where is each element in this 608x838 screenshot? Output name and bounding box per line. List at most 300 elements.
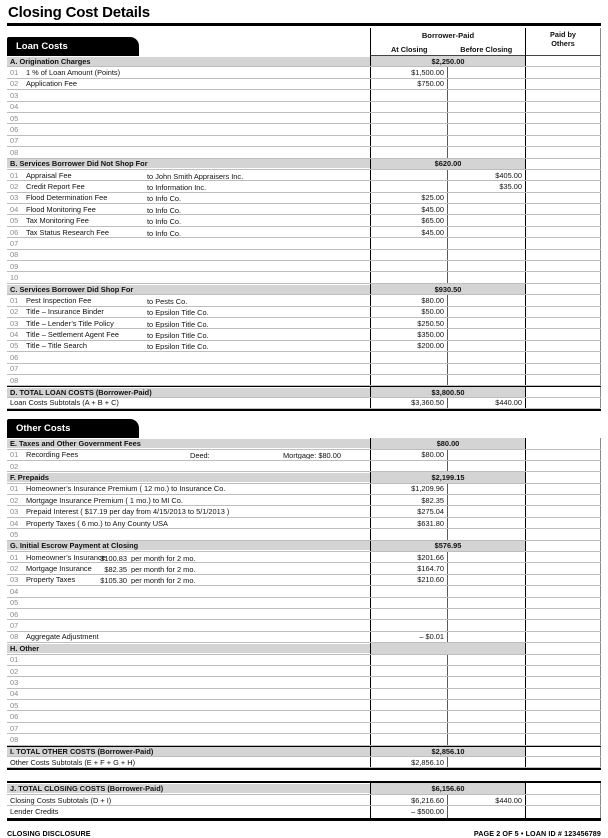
- title-rule: [7, 23, 601, 26]
- row-number: 03: [10, 90, 19, 100]
- row-label-cell: [7, 462, 370, 471]
- at-closing-cell: $210.60: [370, 575, 447, 585]
- before-closing-cell: [447, 295, 525, 305]
- row-payee: to Information Inc.: [147, 182, 207, 191]
- row-number: 03: [10, 507, 19, 517]
- paid-by-others-cell: [525, 472, 601, 482]
- table-row: [7, 124, 601, 135]
- before-closing-cell: [447, 700, 525, 710]
- at-closing-cell: [370, 666, 447, 676]
- row-label-cell: [7, 216, 370, 225]
- section-h: [7, 643, 601, 746]
- row-label: Homeowner’s Insurance Premium ( 12 mo.) to Insurance Co.: [26, 484, 226, 494]
- before-closing-cell: [447, 461, 525, 471]
- row-label: Tax Monitoring Fee: [26, 216, 89, 226]
- at-closing-cell: [370, 250, 447, 260]
- row-label-cell: [7, 632, 370, 641]
- row-label: Flood Determination Fee: [26, 193, 108, 203]
- paid-by-others-cell: [525, 575, 601, 585]
- row-label-cell: [7, 621, 370, 630]
- paid-by-others-cell: [525, 700, 601, 710]
- table-row: [7, 341, 601, 352]
- paid-by-others-cell: [525, 204, 601, 214]
- before-closing-cell: [447, 136, 525, 146]
- table-row: [7, 364, 601, 375]
- paid-by-others-cell: [525, 506, 601, 516]
- at-closing-cell: $350.00: [370, 329, 447, 339]
- at-closing-cell: [370, 620, 447, 630]
- paid-by-others-cell: [525, 632, 601, 642]
- row-label-cell: [7, 735, 370, 744]
- row-label-cell: [7, 79, 370, 88]
- row-number: 10: [10, 273, 19, 283]
- row-number: 01: [10, 170, 19, 180]
- paid-by-others-cell: [525, 136, 601, 146]
- table-row: [7, 563, 601, 574]
- section-title: C. Services Borrower Did Shop For: [7, 285, 370, 294]
- row-label-cell: [7, 598, 370, 607]
- section-g: [7, 541, 601, 644]
- row-label-cell: [7, 519, 370, 528]
- row-label: Mortgage Insurance Premium ( 1 mo.) to MI Co.: [26, 495, 183, 505]
- row-rate-amount: $100.83: [100, 553, 127, 562]
- at-closing-cell: $6,216.60: [370, 795, 447, 805]
- row-number: 03: [10, 575, 19, 585]
- table-row: [7, 450, 601, 461]
- section-total: $576.95: [370, 541, 525, 551]
- before-closing-cell: [447, 329, 525, 339]
- at-closing-cell: $45.00: [370, 227, 447, 237]
- row-label-cell: [7, 182, 370, 191]
- row-number: 03: [10, 318, 19, 328]
- row-number: 08: [10, 250, 19, 260]
- paid-by-others-cell: [525, 307, 601, 317]
- row-label: Mortgage Insurance: [26, 564, 92, 574]
- row-label: Title – Title Search: [26, 341, 87, 351]
- at-closing-cell: $2,856.10: [370, 757, 447, 767]
- total-label: D. TOTAL LOAN COSTS (Borrower-Paid): [7, 388, 370, 397]
- before-closing-cell: [447, 632, 525, 642]
- row-payee: to Info Co.: [147, 194, 182, 203]
- before-closing-cell: [447, 806, 525, 817]
- table-row: [7, 552, 601, 563]
- paid-by-others-cell: [525, 495, 601, 505]
- paid-by-others-cell: [525, 747, 601, 756]
- table-row: [7, 329, 601, 340]
- at-closing-cell: $1,500.00: [370, 67, 447, 77]
- paid-by-others-cell: [525, 734, 601, 744]
- section-b: [7, 159, 601, 284]
- section-total: $2,199.15: [370, 472, 525, 482]
- paid-by-others-cell: [525, 484, 601, 494]
- row-number: 08: [10, 632, 19, 642]
- row-number: 01: [10, 655, 19, 665]
- row-label-cell: [7, 114, 370, 123]
- at-closing-cell: [370, 375, 447, 385]
- at-closing-cell: [370, 364, 447, 374]
- at-closing-cell: [370, 352, 447, 362]
- row-number: 04: [10, 689, 19, 699]
- before-closing-cell: [447, 495, 525, 505]
- table-row: [7, 506, 601, 517]
- section-a-header: [7, 56, 601, 67]
- table-row: [7, 90, 601, 101]
- section-c: [7, 284, 601, 387]
- before-closing-cell: [447, 147, 525, 157]
- row-label-cell: [7, 655, 370, 664]
- section-h-header: [7, 643, 601, 654]
- row-label-cell: [7, 330, 370, 339]
- row-number: 04: [10, 204, 19, 214]
- row-payee: to Epsilon Title Co.: [147, 319, 209, 328]
- row-number: 05: [10, 113, 19, 123]
- row-number: 01: [10, 68, 19, 78]
- row-label-cell: [7, 125, 370, 134]
- row-number: 04: [10, 330, 19, 340]
- borrower-paid-header: [370, 28, 525, 56]
- table-row: [7, 632, 601, 643]
- row-label: Property Taxes ( 6 mo.) to Any County USA: [26, 518, 168, 528]
- row-label-cell: [7, 553, 370, 562]
- row-number: 02: [10, 307, 19, 317]
- before-closing-label: Before Closing: [460, 45, 513, 54]
- total-label: J. TOTAL CLOSING COSTS (Borrower-Paid): [7, 784, 370, 793]
- paid-by-others-cell: [525, 723, 601, 733]
- row-label-cell: [7, 530, 370, 539]
- section-e: [7, 438, 601, 472]
- section-title: H. Other: [7, 644, 370, 653]
- loan-costs-tab-area: [7, 28, 370, 56]
- paid-by-others-cell: [525, 238, 601, 248]
- paid-by-others-cell: [525, 450, 601, 460]
- section-a: [7, 56, 601, 159]
- row-number: 03: [10, 193, 19, 203]
- lender-credits-row: [7, 806, 601, 817]
- at-closing-label: At Closing: [391, 45, 428, 54]
- paid-by-others-cell: [525, 438, 601, 448]
- before-closing-cell: [447, 598, 525, 608]
- paid-by-others-cell: [525, 295, 601, 305]
- table-row: [7, 215, 601, 226]
- row-number: 04: [10, 102, 19, 112]
- row-label-cell: [7, 296, 370, 305]
- before-closing-cell: [447, 113, 525, 123]
- row-label-cell: [7, 205, 370, 214]
- paid-by-others-cell: [525, 387, 601, 396]
- paid-by-others-cell: [525, 563, 601, 573]
- total-label: I. TOTAL OTHER COSTS (Borrower-Paid): [7, 747, 370, 756]
- row-label-cell: [7, 450, 370, 459]
- before-closing-cell: [447, 552, 525, 562]
- row-number: 07: [10, 136, 19, 146]
- paid-by-others-cell: [525, 147, 601, 157]
- paid-by-others-cell: [525, 56, 601, 66]
- paid-by-others-cell: [525, 329, 601, 339]
- before-closing-cell: [447, 677, 525, 687]
- row-label: Appraisal Fee: [26, 170, 72, 180]
- before-closing-cell: [447, 272, 525, 282]
- table-row: [7, 227, 601, 238]
- row-label-cell: [7, 564, 370, 573]
- table-row: [7, 79, 601, 90]
- at-closing-cell: [370, 461, 447, 471]
- section-title: A. Origination Charges: [7, 57, 370, 66]
- at-closing-cell: [370, 181, 447, 191]
- other-costs-table: [7, 438, 601, 770]
- paid-by-others-cell: [525, 541, 601, 551]
- row-payee: to John Smith Appraisers Inc.: [147, 171, 244, 180]
- section-title: B. Services Borrower Did Not Shop For: [7, 159, 370, 168]
- row-label: Application Fee: [26, 79, 77, 89]
- paid-by-others-cell: [525, 461, 601, 471]
- other-costs-subtotal-row: [7, 757, 601, 768]
- table-row: [7, 136, 601, 147]
- paid-by-others-cell: [525, 341, 601, 351]
- before-closing-cell: [447, 102, 525, 112]
- row-rate-amount: $105.30: [100, 576, 127, 585]
- row-number: 05: [10, 598, 19, 608]
- table-row: [7, 655, 601, 666]
- paid-by-others-cell: [525, 170, 601, 180]
- table-row: [7, 181, 601, 192]
- section-c-header: [7, 284, 601, 295]
- borrower-paid-label: Borrower-Paid: [421, 31, 475, 40]
- row-label-cell: [7, 610, 370, 619]
- row-number: 01: [10, 295, 19, 305]
- at-closing-cell: $200.00: [370, 341, 447, 351]
- before-closing-cell: [447, 375, 525, 385]
- at-closing-cell: [370, 102, 447, 112]
- before-closing-cell: [447, 655, 525, 665]
- table-row: [7, 352, 601, 363]
- before-closing-cell: [447, 204, 525, 214]
- table-row: [7, 518, 601, 529]
- before-closing-cell: $405.00: [447, 170, 525, 180]
- table-row: [7, 666, 601, 677]
- paid-by-others-cell: [525, 806, 601, 817]
- before-closing-cell: [447, 506, 525, 516]
- paid-by-others-header: [525, 28, 601, 56]
- row-number: 05: [10, 216, 19, 226]
- at-closing-cell: [370, 529, 447, 539]
- section-g-header: [7, 541, 601, 552]
- section-f-header: [7, 472, 601, 483]
- row-number: 01: [10, 552, 19, 562]
- at-closing-cell: $250.50: [370, 318, 447, 328]
- table-row: [7, 102, 601, 113]
- paid-by-others-cell: [525, 102, 601, 112]
- paid-by-others-cell: [525, 181, 601, 191]
- before-closing-cell: [447, 307, 525, 317]
- row-label-cell: [7, 484, 370, 493]
- row-number: 01: [10, 484, 19, 494]
- before-closing-cell: $440.00: [447, 795, 525, 805]
- table-row: [7, 193, 601, 204]
- before-closing-cell: [447, 215, 525, 225]
- footer-page-loan-id: PAGE 2 OF 5 • LOAN ID # 123456789: [473, 828, 601, 838]
- row-payee: to Info Co.: [147, 217, 182, 226]
- at-closing-cell: – $0.01: [370, 632, 447, 642]
- paid-by-others-cell: [525, 227, 601, 237]
- before-closing-cell: [447, 341, 525, 351]
- at-closing-cell: $82.35: [370, 495, 447, 505]
- paid-by-others-cell: [525, 689, 601, 699]
- paid-by-others-cell: [525, 552, 601, 562]
- table-row: [7, 261, 601, 272]
- row-number: 07: [10, 621, 19, 631]
- table-row: [7, 170, 601, 181]
- table-row: [7, 529, 601, 540]
- row-label-cell: [7, 319, 370, 328]
- table-row: [7, 147, 601, 158]
- row-mortgage-label: Mortgage: $80.00: [283, 451, 341, 460]
- row-number: 02: [10, 495, 19, 505]
- at-closing-cell: [370, 700, 447, 710]
- before-closing-cell: [447, 757, 525, 767]
- borrower-paid-subheaders: [371, 45, 525, 55]
- at-closing-cell: $80.00: [370, 295, 447, 305]
- paid-by-others-cell: [525, 398, 601, 408]
- before-closing-cell: [447, 711, 525, 721]
- paid-by-others-cell: [525, 795, 601, 805]
- at-closing-cell: $50.00: [370, 307, 447, 317]
- paid-by-others-cell: [525, 711, 601, 721]
- before-closing-cell: [447, 193, 525, 203]
- before-closing-cell: [447, 518, 525, 528]
- before-closing-cell: $35.00: [447, 181, 525, 191]
- before-closing-cell: [447, 609, 525, 619]
- total-amount: $6,156.60: [370, 783, 525, 793]
- before-closing-cell: [447, 238, 525, 248]
- table-row: [7, 113, 601, 124]
- before-closing-cell: [447, 67, 525, 77]
- before-closing-cell: [447, 529, 525, 539]
- table-row: [7, 295, 601, 306]
- row-payee: to Info Co.: [147, 228, 182, 237]
- table-row: [7, 318, 601, 329]
- loan-costs-table: [7, 56, 601, 411]
- table-row: [7, 484, 601, 495]
- row-per-month-text: per month for 2 mo.: [131, 553, 196, 562]
- row-number: 02: [10, 666, 19, 676]
- paid-by-others-cell: [525, 620, 601, 630]
- before-closing-cell: [447, 734, 525, 744]
- page-footer: [7, 829, 601, 838]
- table-row: [7, 307, 601, 318]
- section-title: F. Prepaids: [7, 473, 370, 482]
- paid-by-others-cell: [525, 666, 601, 676]
- before-closing-cell: [447, 450, 525, 460]
- at-closing-cell: [370, 272, 447, 282]
- row-deed-label: Deed:: [190, 451, 210, 460]
- before-closing-cell: [447, 227, 525, 237]
- table-row: [7, 723, 601, 734]
- table-row: [7, 67, 601, 78]
- before-closing-cell: [447, 484, 525, 494]
- before-closing-cell: [447, 352, 525, 362]
- paid-by-others-cell: [525, 352, 601, 362]
- at-closing-cell: [370, 609, 447, 619]
- paid-by-others-cell: [525, 318, 601, 328]
- row-label: 1 % of Loan Amount (Points): [26, 68, 121, 78]
- at-closing-cell: [370, 734, 447, 744]
- at-closing-cell: [370, 655, 447, 665]
- section-title: E. Taxes and Other Government Fees: [7, 439, 370, 448]
- row-label-cell: [7, 68, 370, 77]
- row-label-cell: [7, 193, 370, 202]
- at-closing-cell: [370, 598, 447, 608]
- row-number: 06: [10, 352, 19, 362]
- at-closing-cell: [370, 147, 447, 157]
- paid-by-others-cell: [525, 215, 601, 225]
- before-closing-cell: [447, 563, 525, 573]
- row-label-cell: [7, 136, 370, 145]
- paid-by-others-cell: [525, 783, 601, 793]
- paid-by-others-cell: [525, 159, 601, 169]
- row-number: 05: [10, 341, 19, 351]
- paid-by-others-cell: [525, 364, 601, 374]
- before-closing-cell: [447, 250, 525, 260]
- row-number: 06: [10, 609, 19, 619]
- at-closing-cell: [370, 261, 447, 271]
- row-number: 01: [10, 450, 19, 460]
- at-closing-cell: [370, 586, 447, 596]
- row-payee: to Epsilon Title Co.: [147, 308, 209, 317]
- row-label-cell: [7, 341, 370, 350]
- at-closing-cell: [370, 677, 447, 687]
- row-number: 07: [10, 723, 19, 733]
- loan-costs-tab: Loan Costs: [7, 37, 139, 56]
- table-row: [7, 272, 601, 283]
- before-closing-cell: [447, 124, 525, 134]
- at-closing-cell: $201.66: [370, 552, 447, 562]
- paid-by-others-cell: [525, 757, 601, 767]
- section-e-header: [7, 438, 601, 449]
- row-label-cell: [7, 678, 370, 687]
- row-number: 06: [10, 125, 19, 135]
- total-closing-costs-block: [7, 781, 601, 820]
- section-total: $620.00: [370, 159, 525, 169]
- at-closing-cell: $3,360.50: [370, 398, 447, 408]
- row-label: Property Taxes: [26, 575, 76, 585]
- lender-credits-label: Lender Credits: [10, 807, 59, 817]
- row-label: Title – Insurance Binder: [26, 307, 104, 317]
- row-per-month-text: per month for 2 mo.: [131, 565, 196, 574]
- at-closing-cell: [370, 170, 447, 180]
- paid-by-others-cell: [525, 598, 601, 608]
- row-label-cell: [7, 239, 370, 248]
- closing-costs-subtotal-row: [7, 795, 601, 806]
- paid-by-others-cell: [525, 261, 601, 271]
- section-title: G. Initial Escrow Payment at Closing: [7, 541, 370, 550]
- row-number: 04: [10, 586, 19, 596]
- subtotal-label: Other Costs Subtotals (E + F + G + H): [10, 757, 136, 767]
- row-number: 06: [10, 712, 19, 722]
- at-closing-cell: [370, 711, 447, 721]
- paid-by-others-cell: [525, 250, 601, 260]
- section-total: [370, 643, 525, 653]
- before-closing-cell: [447, 689, 525, 699]
- row-label: Flood Monitoring Fee: [26, 204, 96, 214]
- at-closing-cell: [370, 90, 447, 100]
- table-row: [7, 461, 601, 472]
- row-number: 08: [10, 147, 19, 157]
- paid-by-others-cell: [525, 677, 601, 687]
- table-row: [7, 238, 601, 249]
- row-label-cell: [7, 307, 370, 316]
- table-row: [7, 689, 601, 700]
- row-number: 07: [10, 364, 19, 374]
